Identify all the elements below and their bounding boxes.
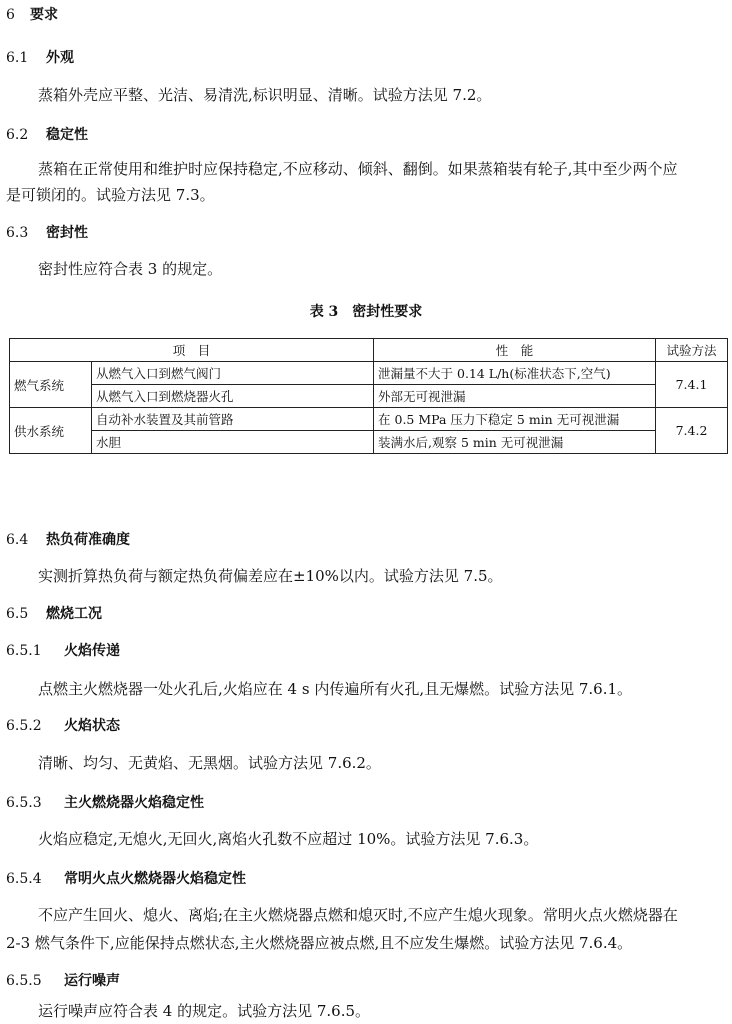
section-title: 稳定性 <box>46 127 88 143</box>
section-6-5-heading <box>6 603 102 623</box>
performance-cell: 外部无可视泄漏 <box>374 385 656 408</box>
performance-cell: 装满水后,观察 5 min 无可视泄漏 <box>374 431 656 454</box>
section-number: 6.3 <box>6 225 29 241</box>
section-number: 6.5.1 <box>6 643 42 659</box>
section-title: 热负荷准确度 <box>46 532 130 548</box>
item-cell: 自动补水装置及其前管路 <box>92 408 374 431</box>
performance-cell: 泄漏量不大于 0.14 L/h(标准状态下,空气) <box>374 362 656 385</box>
section-6-2-text-line1: 蒸箱在正常使用和维护时应保持稳定,不应移动、倾斜、翻倒。如果蒸箱装有轮子,其中至少两个应 <box>38 160 678 178</box>
header-item: 项 目 <box>10 339 374 362</box>
section-6-5-2-heading <box>6 715 120 735</box>
section-number: 6.5.3 <box>6 795 42 811</box>
performance-cell: 在 0.5 MPa 压力下稳定 5 min 无可视泄漏 <box>374 408 656 431</box>
item-cell: 水胆 <box>92 431 374 454</box>
section-number: 6.2 <box>6 127 29 143</box>
table-row <box>10 431 728 454</box>
section-number: 6.5.4 <box>6 871 42 887</box>
section-6-3-text: 密封性应符合表 3 的规定。 <box>38 260 223 278</box>
section-6-5-4-text-line2: 2-3 燃气条件下,应能保持点燃状态,主火燃烧器应被点燃,且不应发生爆燃。试验方法见 7.6.4。 <box>6 934 633 952</box>
section-6-5-3-text: 火焰应稳定,无熄火,无回火,离焰火孔数不应超过 10%。试验方法见 7.6.3。 <box>38 830 539 848</box>
section-6-3-heading <box>6 222 88 242</box>
item-cell: 从燃气入口到燃气阀门 <box>92 362 374 385</box>
section-6-5-1-heading <box>6 640 120 660</box>
table-header-row <box>10 339 728 362</box>
section-title: 火焰传递 <box>64 643 120 659</box>
table-row <box>10 362 728 385</box>
section-6-5-5-text: 运行噪声应符合表 4 的规定。试验方法见 7.6.5。 <box>38 1002 371 1020</box>
section-title: 运行噪声 <box>64 973 120 989</box>
section-6-5-3-heading <box>6 792 204 812</box>
group-name: 供水系统 <box>10 408 92 454</box>
section-6-heading <box>6 4 58 24</box>
section-6-2-text-line2: 是可锁闭的。试验方法见 7.3。 <box>6 186 215 204</box>
section-6-5-5-heading <box>6 970 120 990</box>
section-title: 要求 <box>30 7 58 23</box>
section-6-2-heading <box>6 124 88 144</box>
section-number: 6.5.5 <box>6 973 42 989</box>
section-6-1-heading <box>6 47 74 67</box>
section-6-5-4-text-line1: 不应产生回火、熄火、离焰;在主火燃烧器点燃和熄灭时,不应产生熄火现象。常明火点火燃烧器在 <box>38 906 678 924</box>
section-6-4-text: 实测折算热负荷与额定热负荷偏差应在±10%以内。试验方法见 7.5。 <box>38 567 503 585</box>
method-cell: 7.4.1 <box>656 362 728 408</box>
section-number: 6.1 <box>6 50 29 66</box>
section-title: 主火燃烧器火焰稳定性 <box>64 795 204 811</box>
section-6-5-2-text: 清晰、均匀、无黄焰、无黑烟。试验方法见 7.6.2。 <box>38 754 381 772</box>
section-title: 燃烧工况 <box>46 606 102 622</box>
table-3-caption: 表 3 密封性要求 <box>309 304 423 320</box>
table-row <box>10 408 728 431</box>
item-cell: 从燃气入口到燃烧器火孔 <box>92 385 374 408</box>
section-6-5-4-heading <box>6 868 246 888</box>
section-number: 6.5.2 <box>6 718 42 734</box>
group-name: 燃气系统 <box>10 362 92 408</box>
table-3 <box>9 338 728 454</box>
section-title: 密封性 <box>46 225 88 241</box>
header-test-method: 试验方法 <box>656 339 728 362</box>
table-row <box>10 385 728 408</box>
section-number: 6 <box>6 7 15 23</box>
section-number: 6.5 <box>6 606 29 622</box>
method-cell: 7.4.2 <box>656 408 728 454</box>
header-performance: 性 能 <box>374 339 656 362</box>
section-6-5-1-text: 点燃主火燃烧器一处火孔后,火焰应在 4 s 内传遍所有火孔,且无爆燃。试验方法见 7.6.1。 <box>38 680 633 698</box>
section-title: 火焰状态 <box>64 718 120 734</box>
section-title: 外观 <box>46 50 74 66</box>
section-6-1-text: 蒸箱外壳应平整、光洁、易清洗,标识明显、清晰。试验方法见 7.2。 <box>38 86 492 104</box>
section-number: 6.4 <box>6 532 29 548</box>
section-6-4-heading <box>6 529 130 549</box>
section-title: 常明火点火燃烧器火焰稳定性 <box>64 871 246 887</box>
